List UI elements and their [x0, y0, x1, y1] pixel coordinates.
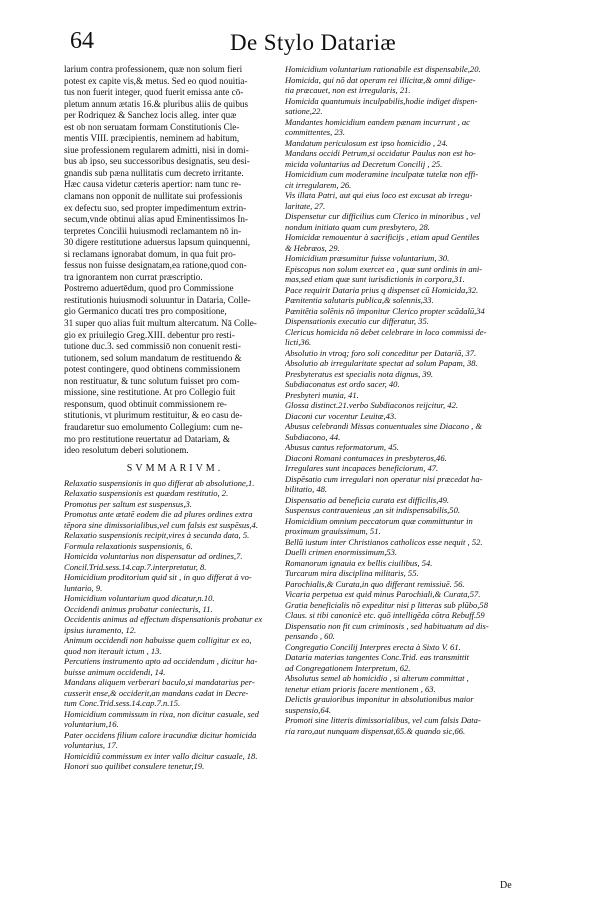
summary-entry-line: Homicidium voluntarium rationabile est dispensabile,20. — [285, 64, 481, 74]
summary-entry-line: Homicida, qui nō dat operam rei illicitæ,& omni dilige- — [285, 74, 476, 85]
body-line: mentis VIII. præcipientis, neminem ad habitum, — [64, 133, 240, 144]
summary-entry-line: voluntarium,16. — [64, 719, 119, 730]
body-line: pletum annum ætatis 16.& pluribus aliis de quibus — [64, 98, 249, 109]
left-column — [64, 64, 286, 772]
summary-entry-line: nondum initiato quam cum presbytero, 28. — [285, 221, 430, 232]
summary-entry-line: luntario, 9. — [64, 582, 103, 593]
summary-entry-line: Dispēsatio cum irregulari non operatur nisi præcedat ha- — [285, 473, 483, 484]
summary-entry-line: micida voluntarius ad Decretum Concilij , 25. — [285, 158, 443, 169]
summary-entry-line: Presbyteri munia, 41. — [285, 389, 359, 400]
summary-entry-line: Relaxatio suspensionis in quo differat ab absolutione,1. — [64, 477, 255, 488]
body-line: Hæc causa videtur cæteris apertior: nam tunc re- — [64, 179, 242, 190]
summary-entry-line: ipsius iuramento, 12. — [64, 624, 137, 635]
body-line: secum,vnde obtinui alias apud Eminentissimos In- — [64, 214, 248, 225]
body-line: ex defectu suo, sed propter impedimentum extrin- — [64, 202, 247, 213]
summary-entry-line: Relaxatio suspensionis recipit,vires à secunda data, 5. — [64, 530, 250, 541]
body-line: 30 digere restitutione aduersus lapsum quinquenni, — [64, 237, 251, 248]
body-line: fraudaretur suo emolumento Collegium: cum ne- — [64, 421, 243, 432]
summary-entry-line: pensando , 60. — [285, 631, 335, 641]
summary-entry-line: Vis illata Patri, aut qui eius loco est excusat ab irregu- — [285, 190, 473, 200]
summary-entry-line: Presbyteratus est specialis nota dignus, 39. — [285, 368, 434, 379]
body-line: 31 super quo alias fuit multum altercatum. Nā Colle- — [64, 318, 257, 329]
body-line: est ob non seruatam formam Constitutionis Cle- — [64, 121, 240, 132]
summary-entry-line: Absolutio ab irregularitate spectat ad solum Papam, 38. — [285, 358, 478, 368]
summary-entry-line: Bellū iustum inter Christianos catholicos esse nequit , 52. — [285, 536, 483, 547]
body-line: larium contra professionem, quæ non solum fieri — [64, 64, 243, 74]
summary-entry-line: Dispensationis executio cur differatur, 35. — [285, 316, 429, 326]
summary-entry-line: Suspensus contrauenieus ,an sit indispensabilis,50. — [285, 505, 460, 515]
summary-entry-line: Vicaria perpetua est quid minus Parochiali,& Curata,57. — [285, 589, 481, 599]
body-line: tutione duc.3. sed commissiō non conuenit resti- — [64, 341, 241, 352]
summary-entry-line: mas,sed etiam quæ sunt iurisdictionis in corpora,31. — [285, 274, 465, 284]
summarium-heading: SVMMARIVM. — [126, 462, 224, 474]
summary-entry-line: Homicidium præsumitur fuisse voluntarium, 30. — [285, 253, 450, 263]
summary-entry-line: Duelli crimen enormissimum,53. — [285, 547, 398, 557]
body-line: gio ex priuilegio Greg.XIII. debentur pro resti- — [64, 329, 235, 340]
body-line: restitutionis huiusmodi soluuntur in Dataria, Colle- — [64, 294, 251, 305]
body-line: missione, sine restitutione. At pro Collegio fuit — [64, 387, 236, 398]
summary-entry-line: Homicidæ remouentur à sacrificijs , etiam apud Gentiles — [285, 232, 480, 242]
summary-entry-line: Percutiens instrumento apto ad occidendum , dicitur ha- — [64, 656, 258, 667]
body-line: non restituatur, & tunc solutum fuisset pro com- — [64, 375, 240, 386]
body-line: clamans non opponit de nullitate sui professionis — [64, 191, 243, 202]
summary-entry-line: voluntarius, 17. — [64, 740, 118, 751]
body-text — [64, 64, 286, 457]
summary-entry-line: Irregulares sunt incapaces beneficiorum, 47. — [285, 463, 439, 473]
body-line: gio Germanico ducati tres pro compositione, — [64, 306, 227, 317]
summary-entry-line: suspensio,64. — [285, 704, 332, 715]
summary-entry-line: Honori suo quilibet consulere tenetur,19. — [64, 761, 205, 772]
summary-entry-line: Relaxatio suspensionis est quædam restitutio, 2. — [64, 488, 229, 499]
body-line: potest contingere, quod obtinens commissionem — [64, 364, 241, 375]
summary-entry-line: ria raro,aut nunquam dispensat,65.& quando sic,66. — [285, 725, 466, 736]
summary-entry-line: Formula relaxationis suspensionis, 6. — [64, 540, 193, 551]
summary-entry-line: Mandans aliquem verberari baculo,si mandatarius per- — [64, 677, 255, 688]
summary-entry-line: tēpora sine dimissorialibus,vel cum falsis est suspēsus,4. — [64, 519, 258, 530]
summary-entry-line: & Hebræos, 29. — [285, 242, 340, 253]
summary-entry-line: Abusus celebrandi Missas conuentuales sine Diacono , & — [285, 421, 483, 431]
summary-entry-line: Glossa distinct.21.verbo Subdiaconos reijcitur, 42. — [285, 400, 458, 410]
summary-entry-line: laritate, 27. — [285, 200, 326, 211]
summary-entry-line: Mandantes homicidium eandem pænam incurrunt , ac — [285, 116, 470, 127]
summary-entry-line: Absolutus semel ab homicidio , si alterum committat , — [285, 673, 469, 683]
summary-entry-line: licti,36. — [285, 337, 312, 347]
summary-entry-line: cusserit ense,& occiderit,an mandans cadat in Decre- — [64, 687, 249, 698]
summary-entry-line: Promoti sine litteris dimissorialibus, vel cum falsis Data- — [285, 715, 481, 725]
body-line: ideo resolutum deberi solutionem. — [64, 445, 189, 456]
summary-entry-line: ad Congregationem Interpretum, 62. — [285, 662, 411, 673]
summary-entry-line: Homicidiū commissum ex inter vallo dicitur casuale, 18. — [64, 750, 258, 761]
body-line: per Rodriquez & Sanchez locis alleg. inter quæ — [64, 110, 237, 121]
body-line: tus non fuerit integer, quod fuerit emissa ante cō- — [64, 87, 244, 98]
body-line: stitutionis, vt plurimum restituitur, & eo casu de- — [64, 410, 243, 421]
summary-entry-line: Concil.Trid.sess.14.cap.7.interpretatur, 8. — [64, 561, 207, 572]
summary-entry-line: Pater occidens filium calore iracundiæ dicitur homicida — [64, 729, 257, 740]
summary-entry-line: Animum occidendi non habuisse quem colligitur ex eo, — [64, 635, 252, 646]
right-column — [285, 64, 531, 736]
summary-entry-line: Romanorum ignauia ex bellis ciuilibus, 54. — [285, 557, 433, 568]
summary-entry-line: Absolutio in vtroq; foro soli conceditur per Datariā, 37. — [285, 347, 477, 358]
summary-entry-line: Pace requirit Dataria prius q dispenset cū Homicida,32. — [285, 284, 479, 295]
summary-entry-line: Pænitētia solēnis nō imponitur Clerico propter scādalū,34 — [285, 305, 485, 316]
body-line: mo pro restitutione reuertatur ad Datariam, & — [64, 433, 230, 444]
summary-entry-line: Delictis grauioribus imponitur in absolutionibus maior — [285, 694, 474, 704]
summary-entry-line: committentes, 23. — [285, 127, 346, 137]
summary-entry-line: Diaconi Romani contumaces in presbyteros,46. — [285, 452, 447, 463]
summary-entry-line: Homicidium proditorium quid sit , in quo differat à vo- — [64, 572, 252, 583]
summary-entry-line: Diaconi cur vocentur Leuitæ,43. — [285, 410, 397, 421]
summary-entry-line: Homicida voluntarius non dispensatur ad ordines,7. — [64, 551, 243, 562]
summary-entry-line: Mandans occidi Petrum,si occidatur Paulus non est ho- — [285, 148, 476, 158]
body-line: terpretes Concilii huiusmodi reclamantem nō in- — [64, 225, 242, 236]
summary-list-left — [64, 478, 286, 772]
summary-entry-line: Dataria materias tangentes Conc.Trid. eas transmittit — [285, 652, 470, 662]
catchword: De — [500, 880, 512, 891]
summary-entry-line: Homicidium voluntarium quod dicatur,n.10. — [64, 593, 215, 604]
summary-entry-line: Occidentis animus ad effectum dispensationis probatur ex — [64, 614, 263, 625]
summary-entry-line: Homicidium omnium peccatorum quæ committuntur in — [285, 515, 473, 526]
body-line: potest ex capite vis,& metus. Sed eo quod nouitia- — [64, 75, 248, 86]
summary-entry-line: proximum grauissimum, 51. — [285, 526, 381, 536]
summary-entry-line: tia præcauet, non est irregularis, 21. — [285, 85, 411, 95]
body-line: siue professionem regularem admitti, nisi in domi- — [64, 144, 249, 155]
body-line: tra ignorantem non currat præscriptio. — [64, 271, 203, 282]
summary-entry-line: Turcarum mira disciplina militaris, 55. — [285, 568, 419, 578]
running-title: De Stylo Datariæ — [230, 30, 397, 55]
summary-entry-line: Dispensetur cur difficilius cum Clerico in minoribus , vel — [285, 211, 481, 221]
summary-entry-line: Clericus homicida nō debet celebrare in loco commissi de- — [285, 326, 487, 337]
summary-entry-line: bilitatio, 48. — [285, 484, 328, 494]
summary-entry-line: cit irregularem, 26. — [285, 179, 352, 190]
summary-entry-line: Dispensatio non fit cum criminosis , sed habituatum ad dis- — [285, 620, 489, 631]
summary-entry-line: Pænitentia salutaris publica,& solennis,33. — [285, 295, 434, 305]
summary-entry-line: Episcopus non solum exercet ea , quæ sunt ordinis in ani- — [285, 263, 483, 274]
summary-entry-line: Claus. si tibi canonicè etc. quō intelligēda cōtra Rebuff.59 — [285, 610, 485, 620]
body-line: bus ab ipso, seu successoribus designatis, seu desi- — [64, 156, 250, 167]
page-number: 64 — [70, 28, 94, 54]
summary-entry-line: Mandatum periculosum est ipso homicidio , 24. — [285, 137, 448, 148]
summary-entry-line: satione,22. — [285, 106, 323, 116]
summary-entry-line: Promotus per saltum est suspensus,3. — [64, 498, 192, 509]
summary-entry-line: Occidendi animus probatur coniecturis, 11. — [64, 603, 213, 614]
summary-entry-line: Parochialis,& Curata,in quo differant remissiuē. 56. — [285, 578, 465, 589]
summary-entry-line: Promotus ante ætatē eodem die ad plures ordines extra — [64, 509, 253, 520]
summary-entry-line: buisse animum occidendi, 14. — [64, 666, 166, 677]
summary-list-right — [285, 64, 531, 736]
summary-entry-line: Homicidium commissum in rixa, non dicitur casuale, sed — [64, 708, 259, 719]
summary-entry-line: tum Conc.Trid.sess.14.cap.7.n.15. — [64, 698, 181, 709]
body-line: gnandis sub pæna nullitatis cum decreto irritante. — [64, 167, 244, 178]
body-line: si reclamans ignorabat domum, in qua fuit pro- — [64, 248, 236, 259]
body-line: Postremo aduertēdum, quod pro Commissione — [64, 283, 234, 294]
summary-entry-line: tenetur etiam prioris facere mentionem , 63. — [285, 683, 436, 694]
summary-entry-line: Subdiacono, 44. — [285, 431, 341, 442]
body-line: fessus non fuisse designatam,ea ratione,quod con- — [64, 260, 247, 271]
summary-entry-line: quod non iterauit ictum , 13. — [64, 645, 162, 656]
summary-entry-line: Gratia beneficialis nō expeditur nisi p litteras sub plūbo,58 — [285, 599, 488, 610]
summary-entry-line: Homicida quantumuis inculpabilis,hodie indiget dispen- — [285, 95, 478, 106]
summary-entry-line: Abusus cantus reformatorum, 45. — [285, 442, 399, 452]
summary-entry-line: Subdiaconatus est ordo sacer, 40. — [285, 379, 400, 389]
summary-entry-line: Dispensatio ad beneficia curata est difficilis,49. — [285, 494, 450, 505]
summary-entry-line: Homicidium cum moderamine inculpatæ tutelæ non effi- — [285, 169, 479, 179]
summary-entry-line: Congregatio Concilij Interpres erecta à Sixto V. 61. — [285, 641, 461, 652]
body-line: responsum, quod obtinuit commissionem re- — [64, 398, 227, 409]
body-line: tutionem, sed solum mandatum de restituendo & — [64, 352, 242, 363]
